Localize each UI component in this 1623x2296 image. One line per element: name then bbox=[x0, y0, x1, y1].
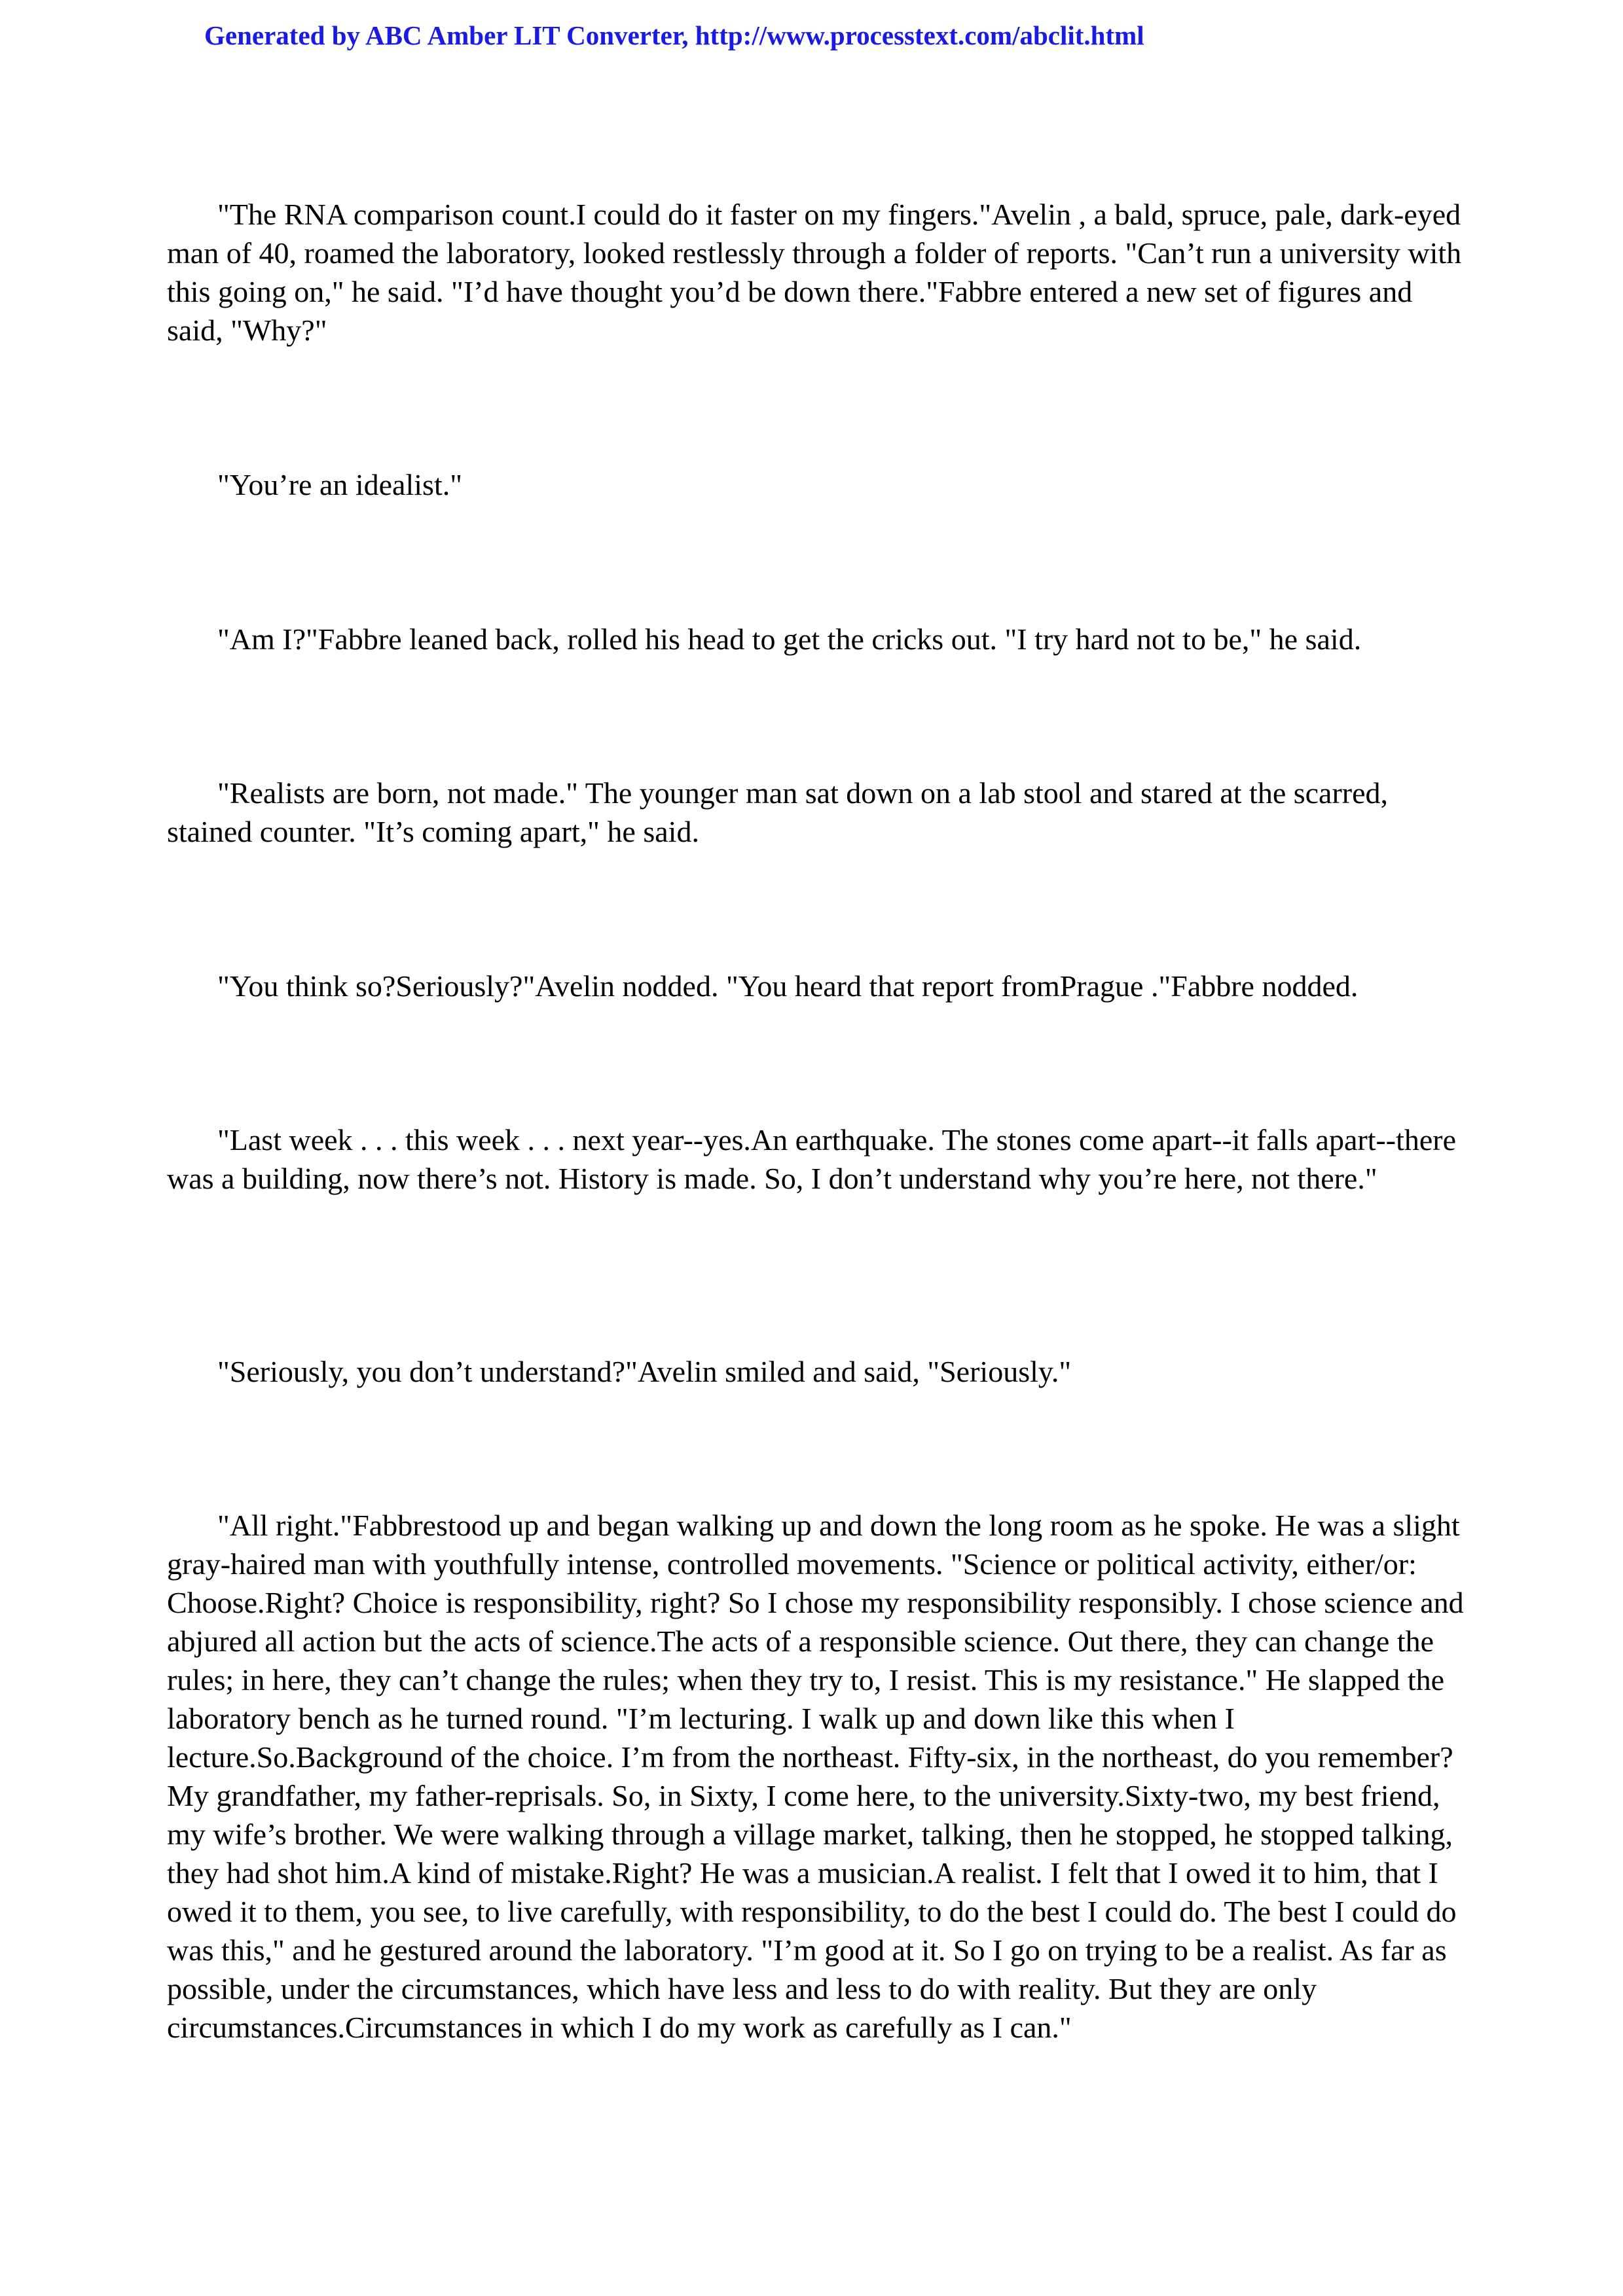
paragraph: "Realists are born, not made." The younger man sat down on a lab stool and stared at the scarred, stained counter. "It’s coming apart," he said. bbox=[167, 776, 1389, 848]
paragraph: "Last week . . . this week . . . next year--yes.An earthquake. The stones come apart--it falls apart--there was a building, now there’s not. History is made. So, I don’t understand why you’re here, not there." bbox=[167, 1123, 1457, 1195]
paragraph: "All right."Fabbrestood up and began walking up and down the long room as he spoke. He was a slight gray-haired man with youthfully intense, controlled movements. "Science or political activity, either/or: Choose.Right? Choice is responsibility, right? So I chose my responsibility responsibly. I chose science and abjured all action but the acts of science.The acts of a responsible science. Out there, they can change the rules; in here, they can’t change the rules; when they try to, I resist. This is my resistance." He slapped the laboratory bench as he turned round. "I’m lecturing. I walk up and down like this when I lecture.So.Background of the choice. I’m from the northeast. Fifty-six, in the northeast, do you remember?My grandfather, my father-reprisals. So, in Sixty, I come here, to the university.Sixty-two, my best friend, my wife’s brother. We were walking through a village market, talking, then he stopped, he stopped talking, they had shot him.A kind of mistake.Right? He was a musician.A realist. I felt that I owed it to him, that I owed it to them, you see, to live carefully, with responsibility, to do the best I could do. The best I could do was this," and he gestured around the laboratory. "I’m good at it. So I go on trying to be a realist. As far as possible, under the circumstances, which have less and less to do with reality. But they are only circumstances.Circumstances in which I do my work as carefully as I can." bbox=[167, 1509, 1464, 2044]
paragraph: "You think so?Seriously?"Avelin nodded. "You heard that report fromPrague ."Fabbre nodded. bbox=[217, 969, 1359, 1003]
generator-header: Generated by ABC Amber LIT Converter, http://www.processtext.com/abclit.html bbox=[204, 20, 1144, 50]
paragraph: "Seriously, you don’t understand?"Avelin smiled and said, "Seriously." bbox=[217, 1355, 1072, 1388]
paragraph: "The RNA comparison count.I could do it faster on my fingers."Avelin , a bald, spruce, pale, dark-eyed man of 40, roamed the laboratory, looked restlessly through a folder of reports. "Can’t run a university with this going on," he said. "I’d have thought you’d be down there."Fabbre entered a new set of figures and said, "Why?" bbox=[167, 198, 1462, 347]
paragraph: "You’re an idealist." bbox=[217, 468, 462, 501]
paragraph: "Am I?"Fabbre leaned back, rolled his head to get the cricks out. "I try hard not to be," he said. bbox=[217, 622, 1362, 656]
